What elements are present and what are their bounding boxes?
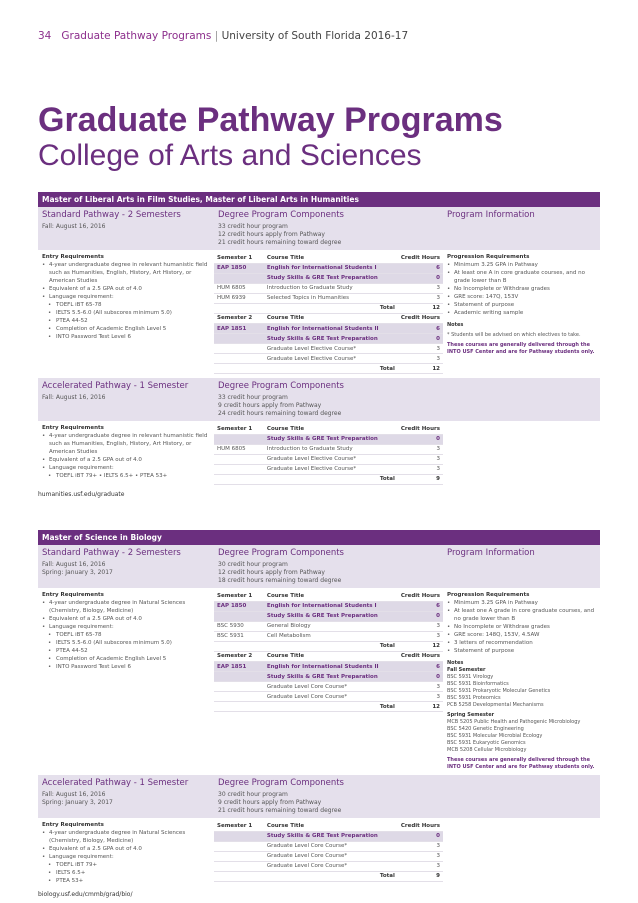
course-code: EAP 1851: [214, 662, 264, 672]
course-title: English for International Students I: [264, 601, 398, 611]
header-university: University of South Florida 2016-17: [221, 30, 409, 42]
progression-requirements: [443, 589, 600, 773]
entry-requirements-title: Entry Requirements: [42, 822, 104, 828]
progression-requirement-list: [447, 261, 596, 317]
total-value: 9: [398, 871, 443, 881]
total-label: Total: [264, 364, 398, 374]
entry-requirement-item: • 4-year undergraduate degree in relevant humanistic field such as Humanities, English, History, Art History, or American Studies: [42, 432, 210, 456]
column-header: Credit Hours: [398, 652, 443, 662]
semester-2-table: [214, 652, 443, 713]
progression-requirement-item: • No Incomplete or Withdraw grades: [447, 623, 596, 631]
language-requirement: • IELTS 5.5-6.0 (All subscores minimum 5.0): [42, 639, 210, 647]
total-value: 12: [398, 303, 443, 313]
spring-semester-title: Spring Semester: [447, 712, 495, 718]
accelerated-pathway-pathway: [38, 775, 214, 818]
component-line: 33 credit hour program: [218, 394, 288, 401]
entry-requirement-item: • Equivalent of a 2.5 GPA out of 4.0: [42, 615, 210, 623]
course-code: HUM 6805: [214, 283, 264, 293]
course-code: [214, 354, 264, 364]
credit-hours: 6: [398, 662, 443, 672]
entry-requirement-item: • Language requirement:: [42, 293, 210, 301]
entry-requirement-list: [42, 432, 210, 480]
component-line: 30 credit hour program: [218, 561, 288, 568]
header-separator: |: [214, 30, 219, 42]
accelerated-semester-table: [214, 821, 443, 882]
course-row: [214, 464, 443, 474]
credit-hours: 3: [398, 293, 443, 303]
credit-hours: 0: [398, 672, 443, 682]
spacer: [443, 422, 600, 487]
total-value: 12: [398, 641, 443, 651]
total-spacer: [214, 641, 264, 651]
credit-hours: 6: [398, 324, 443, 334]
accelerated-pathway-band: [38, 378, 600, 422]
accelerated-pathway-details: [38, 819, 600, 887]
standard-pathway-components: [214, 545, 443, 588]
language-requirement: • PTEA 53+: [42, 877, 210, 885]
spring-course: MCB 5205 Public Health and Pathogenic Microbiology: [447, 719, 581, 725]
course-row: [214, 434, 443, 444]
course-code: [214, 434, 264, 444]
notes: [447, 660, 596, 771]
progression-requirement-list: [447, 599, 596, 655]
standard-pathway-pathway: [38, 545, 214, 588]
progression-requirement-item: • 3 letters of recommendation: [447, 639, 596, 647]
semester-1-table-header-row: [214, 253, 443, 263]
course-code: HUM 6805: [214, 444, 264, 454]
course-schedule: [214, 819, 443, 887]
total-label: Total: [264, 702, 398, 712]
course-code: [214, 464, 264, 474]
entry-requirement-list: [42, 599, 210, 671]
course-code: EAP 1851: [214, 324, 264, 334]
total-row: [214, 303, 443, 313]
course-row: [214, 334, 443, 344]
course-code: [214, 682, 264, 692]
component-line: 21 credit hours remaining toward degree: [218, 239, 342, 246]
course-row: [214, 831, 443, 841]
program-link[interactable]: biology.usf.edu/cmmb/grad/bio/: [38, 891, 133, 898]
course-code: [214, 692, 264, 702]
accelerated-pathway-details: [38, 422, 600, 487]
course-schedule: [214, 251, 443, 376]
total-spacer: [214, 474, 264, 484]
program-section-biology: [38, 530, 600, 898]
components-title: Degree Program Components: [218, 210, 344, 220]
components-title: Degree Program Components: [218, 548, 344, 558]
course-row: [214, 841, 443, 851]
component-line: 12 credit hours apply from Pathway: [218, 569, 325, 576]
column-header: Semester 1: [214, 253, 264, 263]
standard-pathway-components: [214, 207, 443, 250]
language-requirement: • PTEA 44-52: [42, 647, 210, 655]
progression-requirement-item: • At least one A grade in core graduate courses, and no grade lower than B: [447, 607, 596, 623]
progression-requirement-item: • GRE score: 147Q, 153V: [447, 293, 596, 301]
course-row: [214, 354, 443, 364]
course-title: Study Skills & GRE Test Preparation: [264, 831, 398, 841]
course-title: Study Skills & GRE Test Preparation: [264, 273, 398, 283]
entry-requirement-item: • Equivalent of a 2.5 GPA out of 4.0: [42, 456, 210, 464]
course-row: [214, 611, 443, 621]
language-requirement: • IELTS 5.5-6.0 (All subscores minimum 5.0): [42, 309, 210, 317]
spring-course: BSC 5420 Genetic Engineering: [447, 726, 524, 732]
course-code: [214, 851, 264, 861]
components-title: Degree Program Components: [218, 381, 344, 391]
total-spacer: [214, 702, 264, 712]
course-title: Graduate Level Core Course*: [264, 682, 398, 692]
credit-hours: 0: [398, 334, 443, 344]
notes-title: Notes: [447, 322, 464, 328]
course-title: Graduate Level Elective Course*: [264, 354, 398, 364]
course-title: Graduate Level Elective Course*: [264, 454, 398, 464]
program-info-title: Program Information: [447, 548, 535, 558]
credit-hours: 6: [398, 601, 443, 611]
component-line: 33 credit hour program: [218, 223, 288, 230]
course-code: BSC 5930: [214, 621, 264, 631]
course-row: [214, 601, 443, 611]
spring-course: BSC 5931 Molecular Microbial Ecology: [447, 733, 543, 739]
entry-requirement-item: • Language requirement:: [42, 623, 210, 631]
accelerated-pathway-components: [214, 378, 443, 421]
course-code: [214, 273, 264, 283]
credit-hours: 3: [398, 692, 443, 702]
standard-pathway-details: [38, 589, 600, 773]
course-row: [214, 283, 443, 293]
total-value: 12: [398, 702, 443, 712]
accelerated-pathway-band: [38, 775, 600, 819]
course-row: [214, 263, 443, 273]
language-requirement: • INTO Password Test Level 6: [42, 333, 210, 341]
credit-hours: 3: [398, 851, 443, 861]
total-label: Total: [264, 871, 398, 881]
standard-pathway-info: [443, 207, 600, 250]
accelerated-pathway-date: Fall: August 16, 2016: [42, 394, 106, 401]
total-row: [214, 702, 443, 712]
progression-requirement-item: • Minimum 3.25 GPA in Pathway: [447, 599, 596, 607]
language-requirement: • TOEFL iBT 65-78: [42, 631, 210, 639]
total-spacer: [214, 303, 264, 313]
column-header: Course Title: [264, 652, 398, 662]
course-title: English for International Students II: [264, 662, 398, 672]
entry-requirements-title: Entry Requirements: [42, 592, 104, 598]
entry-requirement-list: [42, 829, 210, 885]
course-row: [214, 344, 443, 354]
entry-requirement-item: • 4-year undergraduate degree in Natural Sciences (Chemistry, Biology, Medicine): [42, 829, 210, 845]
notes-delivery: These courses are generally delivered through the INTO USF Center and are for Pathway students only.: [447, 757, 595, 770]
fall-course: BSC 5931 Prokaryotic Molecular Genetics: [447, 688, 551, 694]
standard-pathway-info: [443, 545, 600, 588]
course-row: [214, 293, 443, 303]
course-title: Graduate Level Core Course*: [264, 861, 398, 871]
column-header: Semester 1: [214, 424, 264, 434]
header-title: Graduate Pathway Programs: [61, 30, 212, 42]
entry-requirements-title: Entry Requirements: [42, 254, 104, 260]
course-code: EAP 1850: [214, 263, 264, 273]
fall-course: BSC 5931 Bioinformatics: [447, 681, 509, 687]
course-row: [214, 631, 443, 641]
semester-1-table-header-row: [214, 591, 443, 601]
fall-course: BSC 5931 Proteomics: [447, 695, 501, 701]
credit-hours: 3: [398, 283, 443, 293]
progression-requirement-item: • At least one A in core graduate courses, and no grade lower than B: [447, 269, 596, 285]
standard-pathway-date: Fall: August 16, 2016: [42, 561, 106, 568]
course-row: [214, 324, 443, 334]
standard-pathway-band: [38, 207, 600, 251]
course-title: Study Skills & GRE Test Preparation: [264, 334, 398, 344]
language-requirement: • PTEA 44-52: [42, 317, 210, 325]
column-header: Course Title: [264, 253, 398, 263]
credit-hours: 6: [398, 263, 443, 273]
spring-course: BSC 5931 Eukaryotic Genomics: [447, 740, 526, 746]
entry-requirement-item: • Language requirement:: [42, 464, 210, 472]
components-title: Degree Program Components: [218, 778, 344, 788]
component-line: 24 credit hours remaining toward degree: [218, 410, 342, 417]
total-row: [214, 871, 443, 881]
course-row: [214, 692, 443, 702]
course-title: Graduate Level Elective Course*: [264, 464, 398, 474]
course-title: General Biology: [264, 621, 398, 631]
semester-2-table-header-row: [214, 652, 443, 662]
fall-course: BSC 5931 Virology: [447, 674, 494, 680]
course-title: Introduction to Graduate Study: [264, 444, 398, 454]
course-code: [214, 831, 264, 841]
total-value: 9: [398, 474, 443, 484]
component-line: 9 credit hours apply from Pathway: [218, 402, 322, 409]
entry-requirements-title: Entry Requirements: [42, 425, 104, 431]
entry-requirement-item: • 4-year undergraduate degree in relevant humanistic field such as Humanities, English, History, Art History, or American Studies: [42, 261, 210, 285]
entry-requirements: [38, 251, 214, 376]
language-requirement: • Completion of Academic English Level 5: [42, 325, 210, 333]
section-title: Master of Science in Biology: [38, 530, 600, 545]
credit-hours: 3: [398, 454, 443, 464]
course-code: [214, 672, 264, 682]
component-line: 9 credit hours apply from Pathway: [218, 799, 322, 806]
credit-hours: 3: [398, 444, 443, 454]
accelerated-pathway-components: [214, 775, 443, 818]
credit-hours: 3: [398, 621, 443, 631]
standard-pathway-title: Standard Pathway - 2 Semesters: [42, 548, 181, 558]
column-header: Semester 2: [214, 652, 264, 662]
accelerated-pathway-info: [443, 378, 600, 421]
progression-requirement-item: • Minimum 3.25 GPA in Pathway: [447, 261, 596, 269]
total-row: [214, 364, 443, 374]
credit-hours: 0: [398, 611, 443, 621]
credit-hours: 3: [398, 861, 443, 871]
semester-1-table: [214, 591, 443, 652]
course-row: [214, 444, 443, 454]
course-code: [214, 344, 264, 354]
course-row: [214, 851, 443, 861]
course-title: Graduate Level Elective Course*: [264, 344, 398, 354]
component-line: 12 credit hours apply from Pathway: [218, 231, 325, 238]
credit-hours: 3: [398, 464, 443, 474]
standard-pathway-date: Fall: August 16, 2016: [42, 223, 106, 230]
credit-hours: 0: [398, 831, 443, 841]
credit-hours: 3: [398, 344, 443, 354]
page-number: 34: [38, 30, 52, 42]
accelerated-pathway-info: [443, 775, 600, 818]
course-row: [214, 682, 443, 692]
standard-pathway-details: [38, 251, 600, 376]
total-value: 12: [398, 364, 443, 374]
progression-requirement-item: • No Incomplete or Withdraw grades: [447, 285, 596, 293]
accelerated-pathway-date: Spring: January 3, 2017: [42, 799, 113, 806]
column-header: Course Title: [264, 314, 398, 324]
course-title: Study Skills & GRE Test Preparation: [264, 672, 398, 682]
accelerated-pathway-date: Fall: August 16, 2016: [42, 791, 106, 798]
accelerated-semester-table-header-row: [214, 424, 443, 434]
course-title: English for International Students I: [264, 263, 398, 273]
course-title: Cell Metabolism: [264, 631, 398, 641]
column-header: Credit Hours: [398, 591, 443, 601]
note-line: * Students will be advised on which electives to take.: [447, 332, 581, 338]
accelerated-semester-table: [214, 424, 443, 485]
standard-pathway-pathway: [38, 207, 214, 250]
accelerated-pathway-title: Accelerated Pathway - 1 Semester: [42, 381, 189, 391]
language-requirement: • IELTS 6.5+: [42, 869, 210, 877]
language-requirement: • TOEFL iBT 65-78: [42, 301, 210, 309]
language-requirement: • Completion of Academic English Level 5: [42, 655, 210, 663]
semester-2-table: [214, 314, 443, 375]
progression-requirement-item: • Academic writing sample: [447, 309, 596, 317]
total-label: Total: [264, 303, 398, 313]
course-code: HUM 6939: [214, 293, 264, 303]
course-title: Graduate Level Core Course*: [264, 692, 398, 702]
credit-hours: 3: [398, 841, 443, 851]
total-spacer: [214, 871, 264, 881]
course-title: Graduate Level Core Course*: [264, 851, 398, 861]
total-row: [214, 474, 443, 484]
total-label: Total: [264, 474, 398, 484]
entry-requirement-item: • Equivalent of a 2.5 GPA out of 4.0: [42, 845, 210, 853]
course-row: [214, 672, 443, 682]
language-requirement: • INTO Password Test Level 6: [42, 663, 210, 671]
spring-course: MCB 5208 Cellular Microbiology: [447, 747, 527, 753]
credit-hours: 3: [398, 631, 443, 641]
component-line: 21 credit hours remaining toward degree: [218, 807, 342, 814]
standard-pathway-title: Standard Pathway - 2 Semesters: [42, 210, 181, 220]
course-row: [214, 273, 443, 283]
course-title: Introduction to Graduate Study: [264, 283, 398, 293]
progression-title: Progression Requirements: [447, 592, 530, 598]
progression-requirement-item: • GRE score: 148Q, 153V, 4.5AW: [447, 631, 596, 639]
column-header: Credit Hours: [398, 314, 443, 324]
section-title: Master of Liberal Arts in Film Studies, Master of Liberal Arts in Humanities: [38, 192, 600, 207]
course-title: Study Skills & GRE Test Preparation: [264, 611, 398, 621]
progression-title: Progression Requirements: [447, 254, 530, 260]
course-row: [214, 621, 443, 631]
standard-pathway-band: [38, 545, 600, 589]
column-header: Course Title: [264, 424, 398, 434]
total-label: Total: [264, 641, 398, 651]
column-header: Course Title: [264, 821, 398, 831]
credit-hours: 3: [398, 354, 443, 364]
notes: [447, 322, 596, 356]
column-header: Credit Hours: [398, 253, 443, 263]
progression-requirements: [443, 251, 600, 376]
course-code: [214, 454, 264, 464]
language-requirement: • TOEFL iBT 79+: [42, 861, 210, 869]
total-row: [214, 641, 443, 651]
fall-course: PCB 5258 Developmental Mechanisms: [447, 702, 544, 708]
course-row: [214, 454, 443, 464]
credit-hours: 3: [398, 682, 443, 692]
course-code: [214, 611, 264, 621]
semester-1-table: [214, 253, 443, 314]
entry-requirement-item: • Language requirement:: [42, 853, 210, 861]
course-title: Graduate Level Core Course*: [264, 841, 398, 851]
spacer: [443, 819, 600, 887]
page-subtitle: College of Arts and Sciences: [38, 139, 422, 172]
course-code: BSC 5931: [214, 631, 264, 641]
progression-requirement-item: • Statement of purpose: [447, 301, 596, 309]
component-line: 18 credit hours remaining toward degree: [218, 577, 342, 584]
course-title: Study Skills & GRE Test Preparation: [264, 434, 398, 444]
entry-requirements: [38, 819, 214, 887]
course-row: [214, 861, 443, 871]
course-schedule: [214, 589, 443, 773]
course-code: [214, 334, 264, 344]
column-header: Credit Hours: [398, 424, 443, 434]
language-requirement: • TOEFL iBT 79+ • IELTS 6.5+ • PTEA 53+: [42, 472, 210, 480]
credit-hours: 0: [398, 434, 443, 444]
program-link[interactable]: humanities.usf.edu/graduate: [38, 490, 125, 498]
notes-delivery: These courses are generally delivered through the INTO USF Center and are for Pathway students only.: [447, 342, 595, 355]
column-header: Semester 1: [214, 821, 264, 831]
entry-requirement-list: [42, 261, 210, 341]
accelerated-pathway-pathway: [38, 378, 214, 421]
accelerated-semester-table-header-row: [214, 821, 443, 831]
notes-title: Notes: [447, 660, 464, 666]
progression-requirement-item: • Statement of purpose: [447, 647, 596, 655]
column-header: Credit Hours: [398, 821, 443, 831]
standard-pathway-date: Spring: January 3, 2017: [42, 569, 113, 576]
course-code: EAP 1850: [214, 601, 264, 611]
column-header: Semester 2: [214, 314, 264, 324]
accelerated-pathway-title: Accelerated Pathway - 1 Semester: [42, 778, 189, 788]
column-header: Course Title: [264, 591, 398, 601]
entry-requirements: [38, 589, 214, 773]
page-title: Graduate Pathway Programs: [38, 101, 503, 139]
fall-semester-title: Fall Semester: [447, 667, 486, 673]
course-code: [214, 841, 264, 851]
program-section-humanities: [38, 192, 600, 498]
credit-hours: 0: [398, 273, 443, 283]
entry-requirements: [38, 422, 214, 487]
course-code: [214, 861, 264, 871]
course-title: Selected Topics in Humanities: [264, 293, 398, 303]
course-title: English for International Students II: [264, 324, 398, 334]
column-header: Semester 1: [214, 591, 264, 601]
entry-requirement-item: • Equivalent of a 2.5 GPA out of 4.0: [42, 285, 210, 293]
page-header: [38, 30, 408, 42]
total-spacer: [214, 364, 264, 374]
course-row: [214, 662, 443, 672]
course-schedule: [214, 422, 443, 487]
entry-requirement-item: • 4-year undergraduate degree in Natural Sciences (Chemistry, Biology, Medicine): [42, 599, 210, 615]
component-line: 30 credit hour program: [218, 791, 288, 798]
semester-2-table-header-row: [214, 314, 443, 324]
program-info-title: Program Information: [447, 210, 535, 220]
